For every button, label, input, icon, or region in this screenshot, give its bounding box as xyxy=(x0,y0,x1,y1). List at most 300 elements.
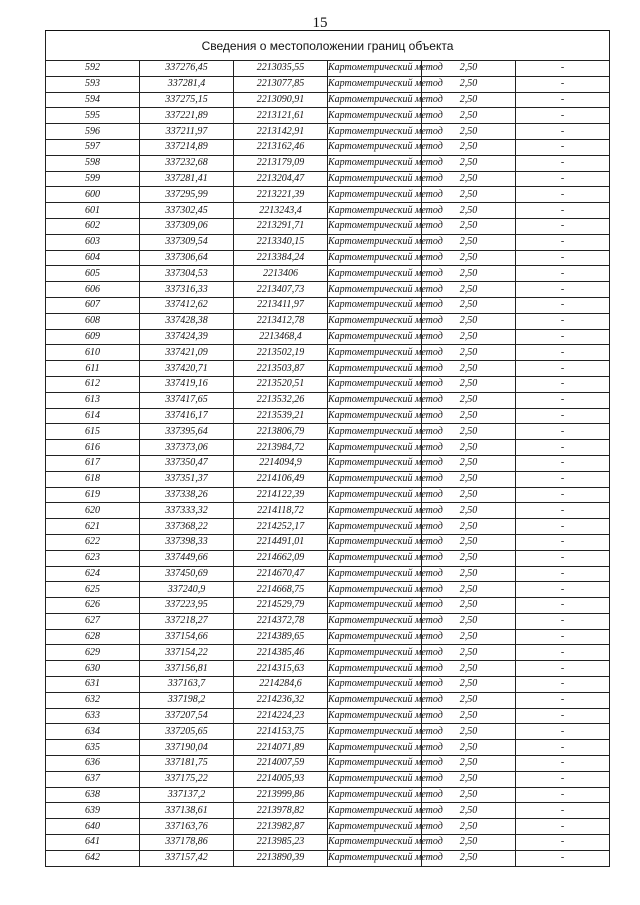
coord-y-cell: 2213121,61 xyxy=(234,108,328,124)
accuracy-cell: 2,50 xyxy=(422,376,516,392)
coord-x-cell: 337221,89 xyxy=(140,108,234,124)
method-cell: Картометрический метод xyxy=(328,740,422,756)
method-cell: Картометрический метод xyxy=(328,139,422,155)
point-number-cell: 598 xyxy=(46,155,140,171)
accuracy-cell: 2,50 xyxy=(422,266,516,282)
boundary-coordinates-table xyxy=(45,30,610,867)
coord-y-cell: 2213412,78 xyxy=(234,313,328,329)
description-cell: - xyxy=(516,645,610,661)
coord-y-cell: 2213468,4 xyxy=(234,329,328,345)
accuracy-cell: 2,50 xyxy=(422,740,516,756)
point-number-cell: 642 xyxy=(46,850,140,866)
point-number-cell: 638 xyxy=(46,787,140,803)
coord-x-cell: 337137,2 xyxy=(140,787,234,803)
accuracy-cell: 2,50 xyxy=(422,361,516,377)
coord-y-cell: 2214491,01 xyxy=(234,534,328,550)
coord-x-cell: 337198,2 xyxy=(140,692,234,708)
coord-x-cell: 337333,32 xyxy=(140,503,234,519)
method-cell: Картометрический метод xyxy=(328,534,422,550)
coord-x-cell: 337421,09 xyxy=(140,345,234,361)
point-number-cell: 623 xyxy=(46,550,140,566)
table-row xyxy=(46,108,610,124)
table-row xyxy=(46,550,610,566)
method-cell: Картометрический метод xyxy=(328,408,422,424)
table-row xyxy=(46,124,610,140)
accuracy-cell: 2,50 xyxy=(422,250,516,266)
coord-y-cell: 2214106,49 xyxy=(234,471,328,487)
point-number-cell: 640 xyxy=(46,819,140,835)
point-number-cell: 597 xyxy=(46,139,140,155)
accuracy-cell: 2,50 xyxy=(422,787,516,803)
table-row xyxy=(46,534,610,550)
method-cell: Картометрический метод xyxy=(328,92,422,108)
coord-y-cell: 2213978,82 xyxy=(234,803,328,819)
coord-y-cell: 2213985,23 xyxy=(234,835,328,851)
accuracy-cell: 2,50 xyxy=(422,155,516,171)
coord-x-cell: 337281,41 xyxy=(140,171,234,187)
description-cell: - xyxy=(516,297,610,313)
coord-y-cell: 2214007,59 xyxy=(234,756,328,772)
coord-y-cell: 2213999,86 xyxy=(234,787,328,803)
accuracy-cell: 2,50 xyxy=(422,187,516,203)
coord-y-cell: 2214389,65 xyxy=(234,629,328,645)
accuracy-cell: 2,50 xyxy=(422,629,516,645)
description-cell: - xyxy=(516,361,610,377)
coord-x-cell: 337398,33 xyxy=(140,534,234,550)
table-row xyxy=(46,203,610,219)
description-cell: - xyxy=(516,487,610,503)
table-row xyxy=(46,139,610,155)
coord-x-cell: 337190,04 xyxy=(140,740,234,756)
coord-y-cell: 2214668,75 xyxy=(234,582,328,598)
table-row xyxy=(46,455,610,471)
method-cell: Картометрический метод xyxy=(328,519,422,535)
accuracy-cell: 2,50 xyxy=(422,835,516,851)
method-cell: Картометрический метод xyxy=(328,756,422,772)
coord-y-cell: 2213502,19 xyxy=(234,345,328,361)
table-row xyxy=(46,297,610,313)
description-cell: - xyxy=(516,708,610,724)
coord-y-cell: 2214529,79 xyxy=(234,598,328,614)
table-row xyxy=(46,756,610,772)
coord-y-cell: 2213243,4 xyxy=(234,203,328,219)
description-cell: - xyxy=(516,850,610,866)
point-number-cell: 613 xyxy=(46,392,140,408)
table-row xyxy=(46,661,610,677)
coord-y-cell: 2214118,72 xyxy=(234,503,328,519)
description-cell: - xyxy=(516,677,610,693)
coord-x-cell: 337138,61 xyxy=(140,803,234,819)
coord-x-cell: 337450,69 xyxy=(140,566,234,582)
description-cell: - xyxy=(516,566,610,582)
method-cell: Картометрический метод xyxy=(328,455,422,471)
coord-y-cell: 2214236,32 xyxy=(234,692,328,708)
method-cell: Картометрический метод xyxy=(328,850,422,866)
method-cell: Картометрический метод xyxy=(328,771,422,787)
coord-x-cell: 337211,97 xyxy=(140,124,234,140)
point-number-cell: 615 xyxy=(46,424,140,440)
coord-y-cell: 2213890,39 xyxy=(234,850,328,866)
coord-x-cell: 337316,33 xyxy=(140,282,234,298)
point-number-cell: 632 xyxy=(46,692,140,708)
coord-y-cell: 2214122,39 xyxy=(234,487,328,503)
description-cell: - xyxy=(516,771,610,787)
table-row xyxy=(46,724,610,740)
coord-x-cell: 337214,89 xyxy=(140,139,234,155)
description-cell: - xyxy=(516,124,610,140)
table-row xyxy=(46,487,610,503)
point-number-cell: 605 xyxy=(46,266,140,282)
accuracy-cell: 2,50 xyxy=(422,92,516,108)
point-number-cell: 601 xyxy=(46,203,140,219)
description-cell: - xyxy=(516,171,610,187)
accuracy-cell: 2,50 xyxy=(422,519,516,535)
point-number-cell: 593 xyxy=(46,76,140,92)
table-row xyxy=(46,92,610,108)
coord-x-cell: 337154,22 xyxy=(140,645,234,661)
method-cell: Картометрический метод xyxy=(328,803,422,819)
point-number-cell: 629 xyxy=(46,645,140,661)
point-number-cell: 627 xyxy=(46,613,140,629)
accuracy-cell: 2,50 xyxy=(422,471,516,487)
coord-x-cell: 337276,45 xyxy=(140,61,234,77)
description-cell: - xyxy=(516,76,610,92)
coord-y-cell: 2213179,09 xyxy=(234,155,328,171)
accuracy-cell: 2,50 xyxy=(422,550,516,566)
description-cell: - xyxy=(516,534,610,550)
table-row xyxy=(46,566,610,582)
accuracy-cell: 2,50 xyxy=(422,61,516,77)
accuracy-cell: 2,50 xyxy=(422,297,516,313)
accuracy-cell: 2,50 xyxy=(422,771,516,787)
coord-y-cell: 2213503,87 xyxy=(234,361,328,377)
point-number-cell: 624 xyxy=(46,566,140,582)
coord-y-cell: 2213407,73 xyxy=(234,282,328,298)
point-number-cell: 603 xyxy=(46,234,140,250)
description-cell: - xyxy=(516,376,610,392)
point-number-cell: 610 xyxy=(46,345,140,361)
accuracy-cell: 2,50 xyxy=(422,455,516,471)
accuracy-cell: 2,50 xyxy=(422,661,516,677)
point-number-cell: 631 xyxy=(46,677,140,693)
coord-y-cell: 2214005,93 xyxy=(234,771,328,787)
coord-y-cell: 2214284,6 xyxy=(234,677,328,693)
description-cell: - xyxy=(516,629,610,645)
table-row xyxy=(46,771,610,787)
point-number-cell: 612 xyxy=(46,376,140,392)
point-number-cell: 634 xyxy=(46,724,140,740)
coord-x-cell: 337424,39 xyxy=(140,329,234,345)
point-number-cell: 592 xyxy=(46,61,140,77)
table-row xyxy=(46,629,610,645)
method-cell: Картометрический метод xyxy=(328,424,422,440)
coord-x-cell: 337338,26 xyxy=(140,487,234,503)
coord-y-cell: 2213221,39 xyxy=(234,187,328,203)
table-row xyxy=(46,598,610,614)
description-cell: - xyxy=(516,408,610,424)
description-cell: - xyxy=(516,424,610,440)
method-cell: Картометрический метод xyxy=(328,297,422,313)
description-cell: - xyxy=(516,613,610,629)
point-number-cell: 616 xyxy=(46,440,140,456)
accuracy-cell: 2,50 xyxy=(422,424,516,440)
point-number-cell: 637 xyxy=(46,771,140,787)
coord-x-cell: 337223,95 xyxy=(140,598,234,614)
coord-y-cell: 2213077,85 xyxy=(234,76,328,92)
coord-x-cell: 337205,65 xyxy=(140,724,234,740)
description-cell: - xyxy=(516,787,610,803)
table-title: Сведения о местоположении границ объекта xyxy=(46,31,610,61)
coord-y-cell: 2213162,46 xyxy=(234,139,328,155)
coord-x-cell: 337420,71 xyxy=(140,361,234,377)
accuracy-cell: 2,50 xyxy=(422,534,516,550)
method-cell: Картометрический метод xyxy=(328,266,422,282)
coord-x-cell: 337157,42 xyxy=(140,850,234,866)
description-cell: - xyxy=(516,61,610,77)
coord-x-cell: 337417,65 xyxy=(140,392,234,408)
description-cell: - xyxy=(516,724,610,740)
point-number-cell: 607 xyxy=(46,297,140,313)
accuracy-cell: 2,50 xyxy=(422,850,516,866)
page-number: 15 xyxy=(312,15,328,31)
coord-x-cell: 337240,9 xyxy=(140,582,234,598)
description-cell: - xyxy=(516,835,610,851)
accuracy-cell: 2,50 xyxy=(422,645,516,661)
coord-y-cell: 2213035,55 xyxy=(234,61,328,77)
coord-y-cell: 2213806,79 xyxy=(234,424,328,440)
method-cell: Картометрический метод xyxy=(328,361,422,377)
table-row xyxy=(46,218,610,234)
coord-y-cell: 2213291,71 xyxy=(234,218,328,234)
description-cell: - xyxy=(516,550,610,566)
accuracy-cell: 2,50 xyxy=(422,566,516,582)
accuracy-cell: 2,50 xyxy=(422,234,516,250)
table-row xyxy=(46,329,610,345)
table-row xyxy=(46,345,610,361)
table-row xyxy=(46,645,610,661)
table-row xyxy=(46,787,610,803)
description-cell: - xyxy=(516,503,610,519)
coord-x-cell: 337309,54 xyxy=(140,234,234,250)
accuracy-cell: 2,50 xyxy=(422,124,516,140)
accuracy-cell: 2,50 xyxy=(422,487,516,503)
table-row xyxy=(46,582,610,598)
accuracy-cell: 2,50 xyxy=(422,408,516,424)
accuracy-cell: 2,50 xyxy=(422,503,516,519)
description-cell: - xyxy=(516,108,610,124)
method-cell: Картометрический метод xyxy=(328,645,422,661)
point-number-cell: 602 xyxy=(46,218,140,234)
method-cell: Картометрический метод xyxy=(328,503,422,519)
coord-x-cell: 337395,64 xyxy=(140,424,234,440)
coord-y-cell: 2214071,89 xyxy=(234,740,328,756)
table-row xyxy=(46,519,610,535)
point-number-cell: 622 xyxy=(46,534,140,550)
point-number-cell: 608 xyxy=(46,313,140,329)
description-cell: - xyxy=(516,282,610,298)
coord-x-cell: 337295,99 xyxy=(140,187,234,203)
table-row xyxy=(46,392,610,408)
coord-x-cell: 337218,27 xyxy=(140,613,234,629)
coord-y-cell: 2214252,17 xyxy=(234,519,328,535)
coord-x-cell: 337163,76 xyxy=(140,819,234,835)
accuracy-cell: 2,50 xyxy=(422,692,516,708)
accuracy-cell: 2,50 xyxy=(422,440,516,456)
method-cell: Картометрический метод xyxy=(328,171,422,187)
table-row xyxy=(46,503,610,519)
description-cell: - xyxy=(516,455,610,471)
coord-x-cell: 337416,17 xyxy=(140,408,234,424)
description-cell: - xyxy=(516,740,610,756)
method-cell: Картометрический метод xyxy=(328,329,422,345)
description-cell: - xyxy=(516,582,610,598)
coord-x-cell: 337412,62 xyxy=(140,297,234,313)
method-cell: Картометрический метод xyxy=(328,250,422,266)
description-cell: - xyxy=(516,203,610,219)
table-row xyxy=(46,376,610,392)
method-cell: Картометрический метод xyxy=(328,819,422,835)
table-row xyxy=(46,692,610,708)
coord-y-cell: 2214385,46 xyxy=(234,645,328,661)
method-cell: Картометрический метод xyxy=(328,566,422,582)
description-cell: - xyxy=(516,392,610,408)
description-cell: - xyxy=(516,313,610,329)
coord-y-cell: 2213090,91 xyxy=(234,92,328,108)
point-number-cell: 626 xyxy=(46,598,140,614)
coord-x-cell: 337309,06 xyxy=(140,218,234,234)
coord-x-cell: 337178,86 xyxy=(140,835,234,851)
method-cell: Картометрический метод xyxy=(328,692,422,708)
method-cell: Картометрический метод xyxy=(328,282,422,298)
table-row xyxy=(46,740,610,756)
table-row xyxy=(46,850,610,866)
point-number-cell: 606 xyxy=(46,282,140,298)
table-row xyxy=(46,819,610,835)
method-cell: Картометрический метод xyxy=(328,76,422,92)
method-cell: Картометрический метод xyxy=(328,234,422,250)
coord-y-cell: 2213532,26 xyxy=(234,392,328,408)
description-cell: - xyxy=(516,234,610,250)
coord-x-cell: 337351,37 xyxy=(140,471,234,487)
accuracy-cell: 2,50 xyxy=(422,582,516,598)
table-row xyxy=(46,708,610,724)
accuracy-cell: 2,50 xyxy=(422,76,516,92)
coord-x-cell: 337275,15 xyxy=(140,92,234,108)
point-number-cell: 614 xyxy=(46,408,140,424)
accuracy-cell: 2,50 xyxy=(422,613,516,629)
table-row xyxy=(46,613,610,629)
description-cell: - xyxy=(516,139,610,155)
coord-x-cell: 337306,64 xyxy=(140,250,234,266)
accuracy-cell: 2,50 xyxy=(422,708,516,724)
coord-y-cell: 2214372,78 xyxy=(234,613,328,629)
accuracy-cell: 2,50 xyxy=(422,677,516,693)
accuracy-cell: 2,50 xyxy=(422,345,516,361)
coord-y-cell: 2213204,47 xyxy=(234,171,328,187)
table-row xyxy=(46,187,610,203)
coord-y-cell: 2213984,72 xyxy=(234,440,328,456)
coord-x-cell: 337419,16 xyxy=(140,376,234,392)
method-cell: Картометрический метод xyxy=(328,124,422,140)
coord-y-cell: 2214094,9 xyxy=(234,455,328,471)
method-cell: Картометрический метод xyxy=(328,582,422,598)
method-cell: Картометрический метод xyxy=(328,155,422,171)
method-cell: Картометрический метод xyxy=(328,629,422,645)
description-cell: - xyxy=(516,329,610,345)
coord-y-cell: 2213406 xyxy=(234,266,328,282)
description-cell: - xyxy=(516,819,610,835)
method-cell: Картометрический метод xyxy=(328,724,422,740)
point-number-cell: 596 xyxy=(46,124,140,140)
coord-y-cell: 2214315,63 xyxy=(234,661,328,677)
accuracy-cell: 2,50 xyxy=(422,139,516,155)
coord-y-cell: 2213411,97 xyxy=(234,297,328,313)
coord-x-cell: 337232,68 xyxy=(140,155,234,171)
description-cell: - xyxy=(516,519,610,535)
point-number-cell: 625 xyxy=(46,582,140,598)
table-row xyxy=(46,408,610,424)
coord-y-cell: 2213142,91 xyxy=(234,124,328,140)
method-cell: Картометрический метод xyxy=(328,598,422,614)
coord-x-cell: 337163,7 xyxy=(140,677,234,693)
method-cell: Картометрический метод xyxy=(328,392,422,408)
coord-x-cell: 337181,75 xyxy=(140,756,234,772)
method-cell: Картометрический метод xyxy=(328,376,422,392)
table-row xyxy=(46,250,610,266)
accuracy-cell: 2,50 xyxy=(422,203,516,219)
description-cell: - xyxy=(516,598,610,614)
description-cell: - xyxy=(516,155,610,171)
description-cell: - xyxy=(516,187,610,203)
coord-y-cell: 2213539,21 xyxy=(234,408,328,424)
coord-x-cell: 337304,53 xyxy=(140,266,234,282)
point-number-cell: 633 xyxy=(46,708,140,724)
coord-x-cell: 337207,54 xyxy=(140,708,234,724)
accuracy-cell: 2,50 xyxy=(422,329,516,345)
coord-x-cell: 337350,47 xyxy=(140,455,234,471)
accuracy-cell: 2,50 xyxy=(422,756,516,772)
table-row xyxy=(46,155,610,171)
description-cell: - xyxy=(516,661,610,677)
method-cell: Картометрический метод xyxy=(328,708,422,724)
table-row xyxy=(46,803,610,819)
table-row xyxy=(46,835,610,851)
table-row xyxy=(46,361,610,377)
table-row xyxy=(46,234,610,250)
method-cell: Картометрический метод xyxy=(328,218,422,234)
accuracy-cell: 2,50 xyxy=(422,218,516,234)
coord-x-cell: 337428,38 xyxy=(140,313,234,329)
method-cell: Картометрический метод xyxy=(328,313,422,329)
point-number-cell: 604 xyxy=(46,250,140,266)
method-cell: Картометрический метод xyxy=(328,61,422,77)
description-cell: - xyxy=(516,250,610,266)
coord-x-cell: 337281,4 xyxy=(140,76,234,92)
point-number-cell: 636 xyxy=(46,756,140,772)
description-cell: - xyxy=(516,471,610,487)
method-cell: Картометрический метод xyxy=(328,203,422,219)
point-number-cell: 628 xyxy=(46,629,140,645)
coord-y-cell: 2213982,87 xyxy=(234,819,328,835)
method-cell: Картометрический метод xyxy=(328,835,422,851)
accuracy-cell: 2,50 xyxy=(422,598,516,614)
method-cell: Картометрический метод xyxy=(328,661,422,677)
point-number-cell: 599 xyxy=(46,171,140,187)
point-number-cell: 617 xyxy=(46,455,140,471)
method-cell: Картометрический метод xyxy=(328,345,422,361)
table-row xyxy=(46,76,610,92)
table-row xyxy=(46,282,610,298)
